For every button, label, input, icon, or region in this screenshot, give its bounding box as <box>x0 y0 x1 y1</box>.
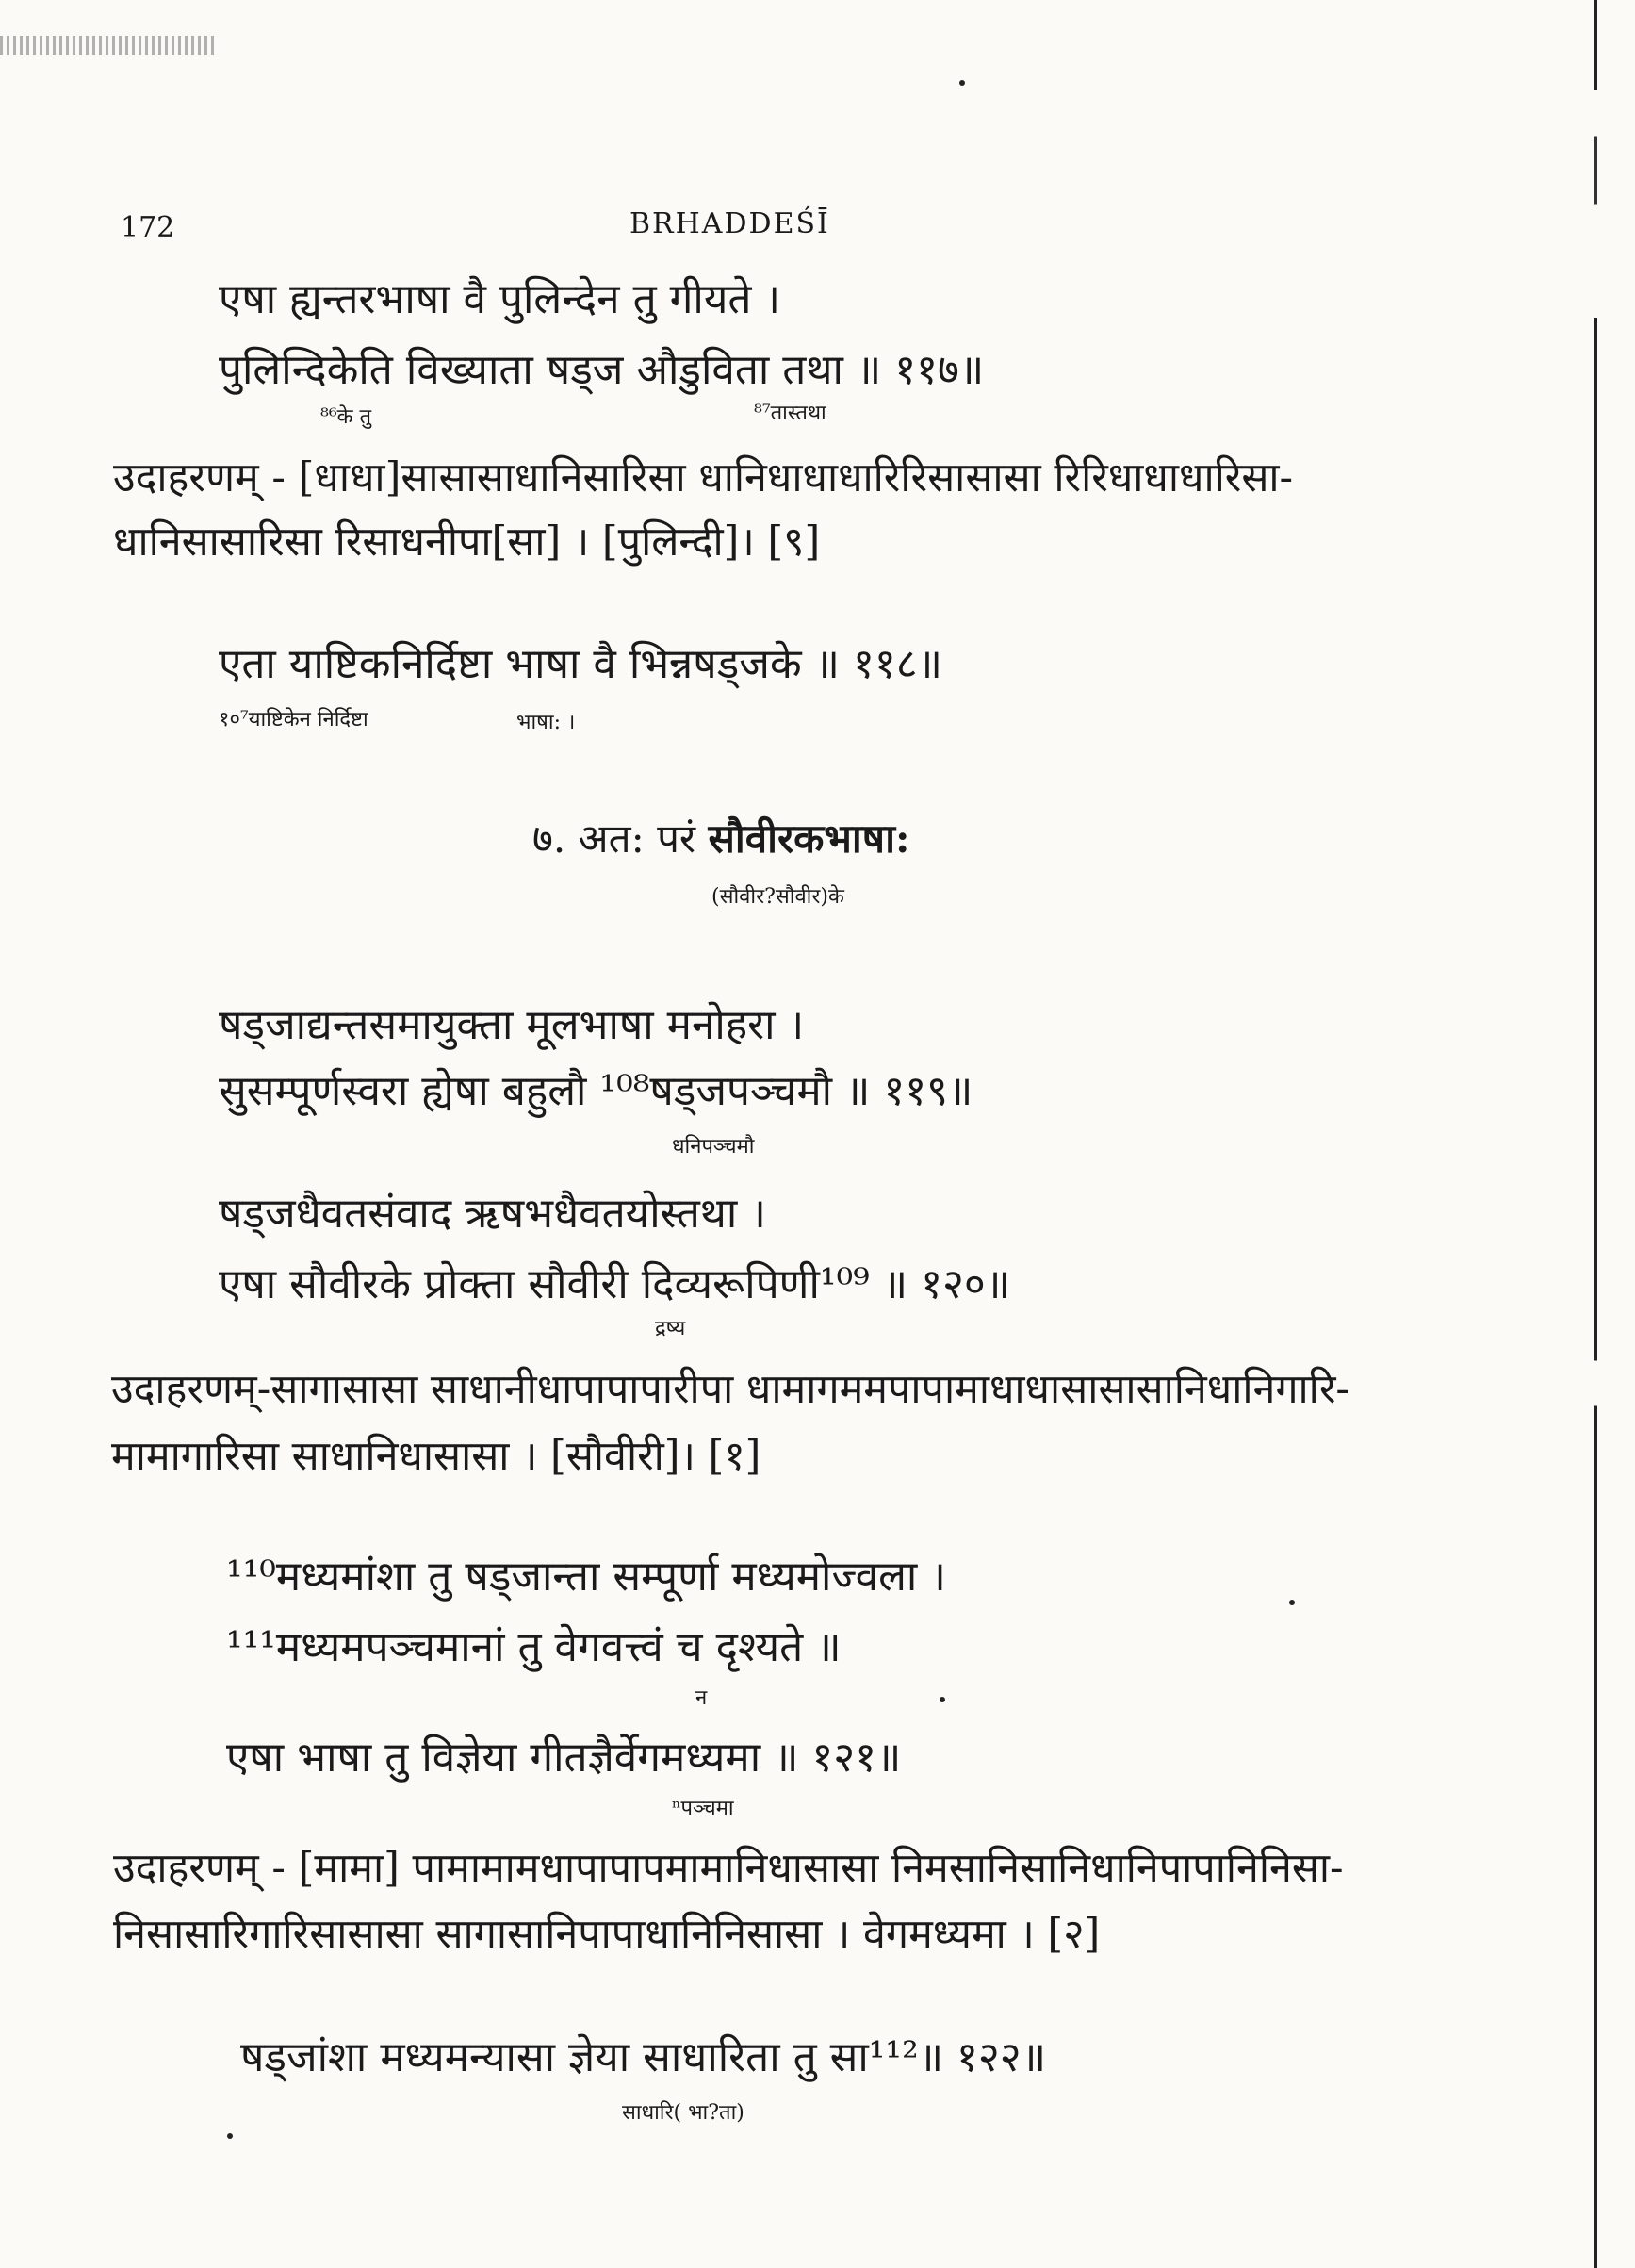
example-1-line-1: उदाहरणम्-सागासासा साधानीधापापापारीपा धामागममपापामाधाधासासासानिधानिगारि- <box>111 1366 1349 1413</box>
example-1-line-2: मामागारिसा साधानिधासासा । [सौवीरी]। [१] <box>111 1433 761 1480</box>
section-heading-number: ७. अत: परं <box>532 815 696 862</box>
section-heading <box>532 811 909 864</box>
scan-speck <box>227 2133 233 2139</box>
footnote-variant: ⁿपञ्चमा <box>672 1797 734 1820</box>
footnote-variant: (सौवीर?सौवीर)के <box>711 885 844 909</box>
scan-speck <box>940 1697 945 1702</box>
footnote-variant: ⁸⁷तास्तथा <box>754 402 826 425</box>
page-edge-border <box>1594 0 1597 2268</box>
verse-118: एता याष्टिकनिर्दिष्टा भाषा वै भिन्नषड्जके ॥ ११८॥ <box>219 640 942 688</box>
footnote-variant: भाषा: । <box>516 711 576 734</box>
verse-121-line-1: ¹¹⁰मध्यमांशा तु षड्जान्ता सम्पूर्णा मध्यमोज्वला । <box>226 1553 946 1601</box>
verse-121-line-3: एषा भाषा तु विज्ञेया गीतज्ञैर्वेगमध्यमा ॥ १२१॥ <box>226 1734 902 1782</box>
verse-117-line-2: पुलिन्दिकेति विख्याता षड्ज औडुविता तथा ॥ ११७॥ <box>219 346 985 394</box>
example-2-line-2: निसासारिगारिसासासा सागासानिपापाधानिनिसासा । वेगमध्यमा । [२] <box>113 1911 1101 1958</box>
section-heading-title: सौवीरकभाषा: <box>708 815 910 862</box>
verse-121-line-2: ¹¹¹मध्यमपञ्चमानां तु वेगवत्त्वं च दृश्यते ॥ <box>226 1623 842 1671</box>
footnote-variant: ⁸⁶के तु <box>320 405 372 429</box>
footnote-variant: १०⁷याष्टिकेन निर्दिष्टा <box>219 708 368 731</box>
verse-119-line-1: षड्जाद्यन्तसमायुक्ता मूलभाषा मनोहरा । <box>219 1001 805 1049</box>
footnote-variant: धनिपञ्चमौ <box>672 1135 755 1159</box>
footnote-variant: साधारि( भा?ता) <box>622 2101 744 2125</box>
scan-smudge <box>0 36 217 55</box>
scan-speck <box>959 80 965 86</box>
verse-120-line-1: षड्जधैवतसंवाद ऋषभधैवतयोस्तथा । <box>219 1190 766 1238</box>
page-number: 172 <box>121 211 175 244</box>
example-9-line-1: उदाहरणम् - [धाधा]सासासाधानिसारिसा धानिधाधाधारिरिसासासा रिरिधाधाधारिसा- <box>113 454 1294 501</box>
running-title: BRHADDEŚĪ <box>629 207 830 240</box>
footnote-variant: द्रष्य <box>655 1317 686 1340</box>
footnote-variant: न <box>695 1686 708 1710</box>
verse-120-line-2: एषा सौवीरके प्रोक्ता सौवीरी दिव्यरूपिणी¹⁰⁹ ॥ १२०॥ <box>219 1260 1011 1308</box>
example-9-line-2: धानिसासारिसा रिसाधनीपा[सा] । [पुलिन्दी]। [९] <box>113 518 821 566</box>
verse-122: षड्जांशा मध्यमन्यासा ज्ञेया साधारिता तु सा¹¹²॥ १२२॥ <box>240 2033 1047 2081</box>
verse-117-line-1: एषा ह्यन्तरभाषा वै पुलिन्देन तु गीयते । <box>219 275 781 323</box>
example-2-line-1: उदाहरणम् - [मामा] पामामामधापापापमामानिधासासा निमसानिसानिधानिपापानिनिसा- <box>113 1845 1344 1892</box>
scan-speck <box>1289 1600 1295 1605</box>
verse-119-line-2: सुसम्पूर्णस्वरा ह्येषा बहुलौ ¹⁰⁸षड्जपञ्चमौ ॥ ११९॥ <box>219 1067 973 1115</box>
